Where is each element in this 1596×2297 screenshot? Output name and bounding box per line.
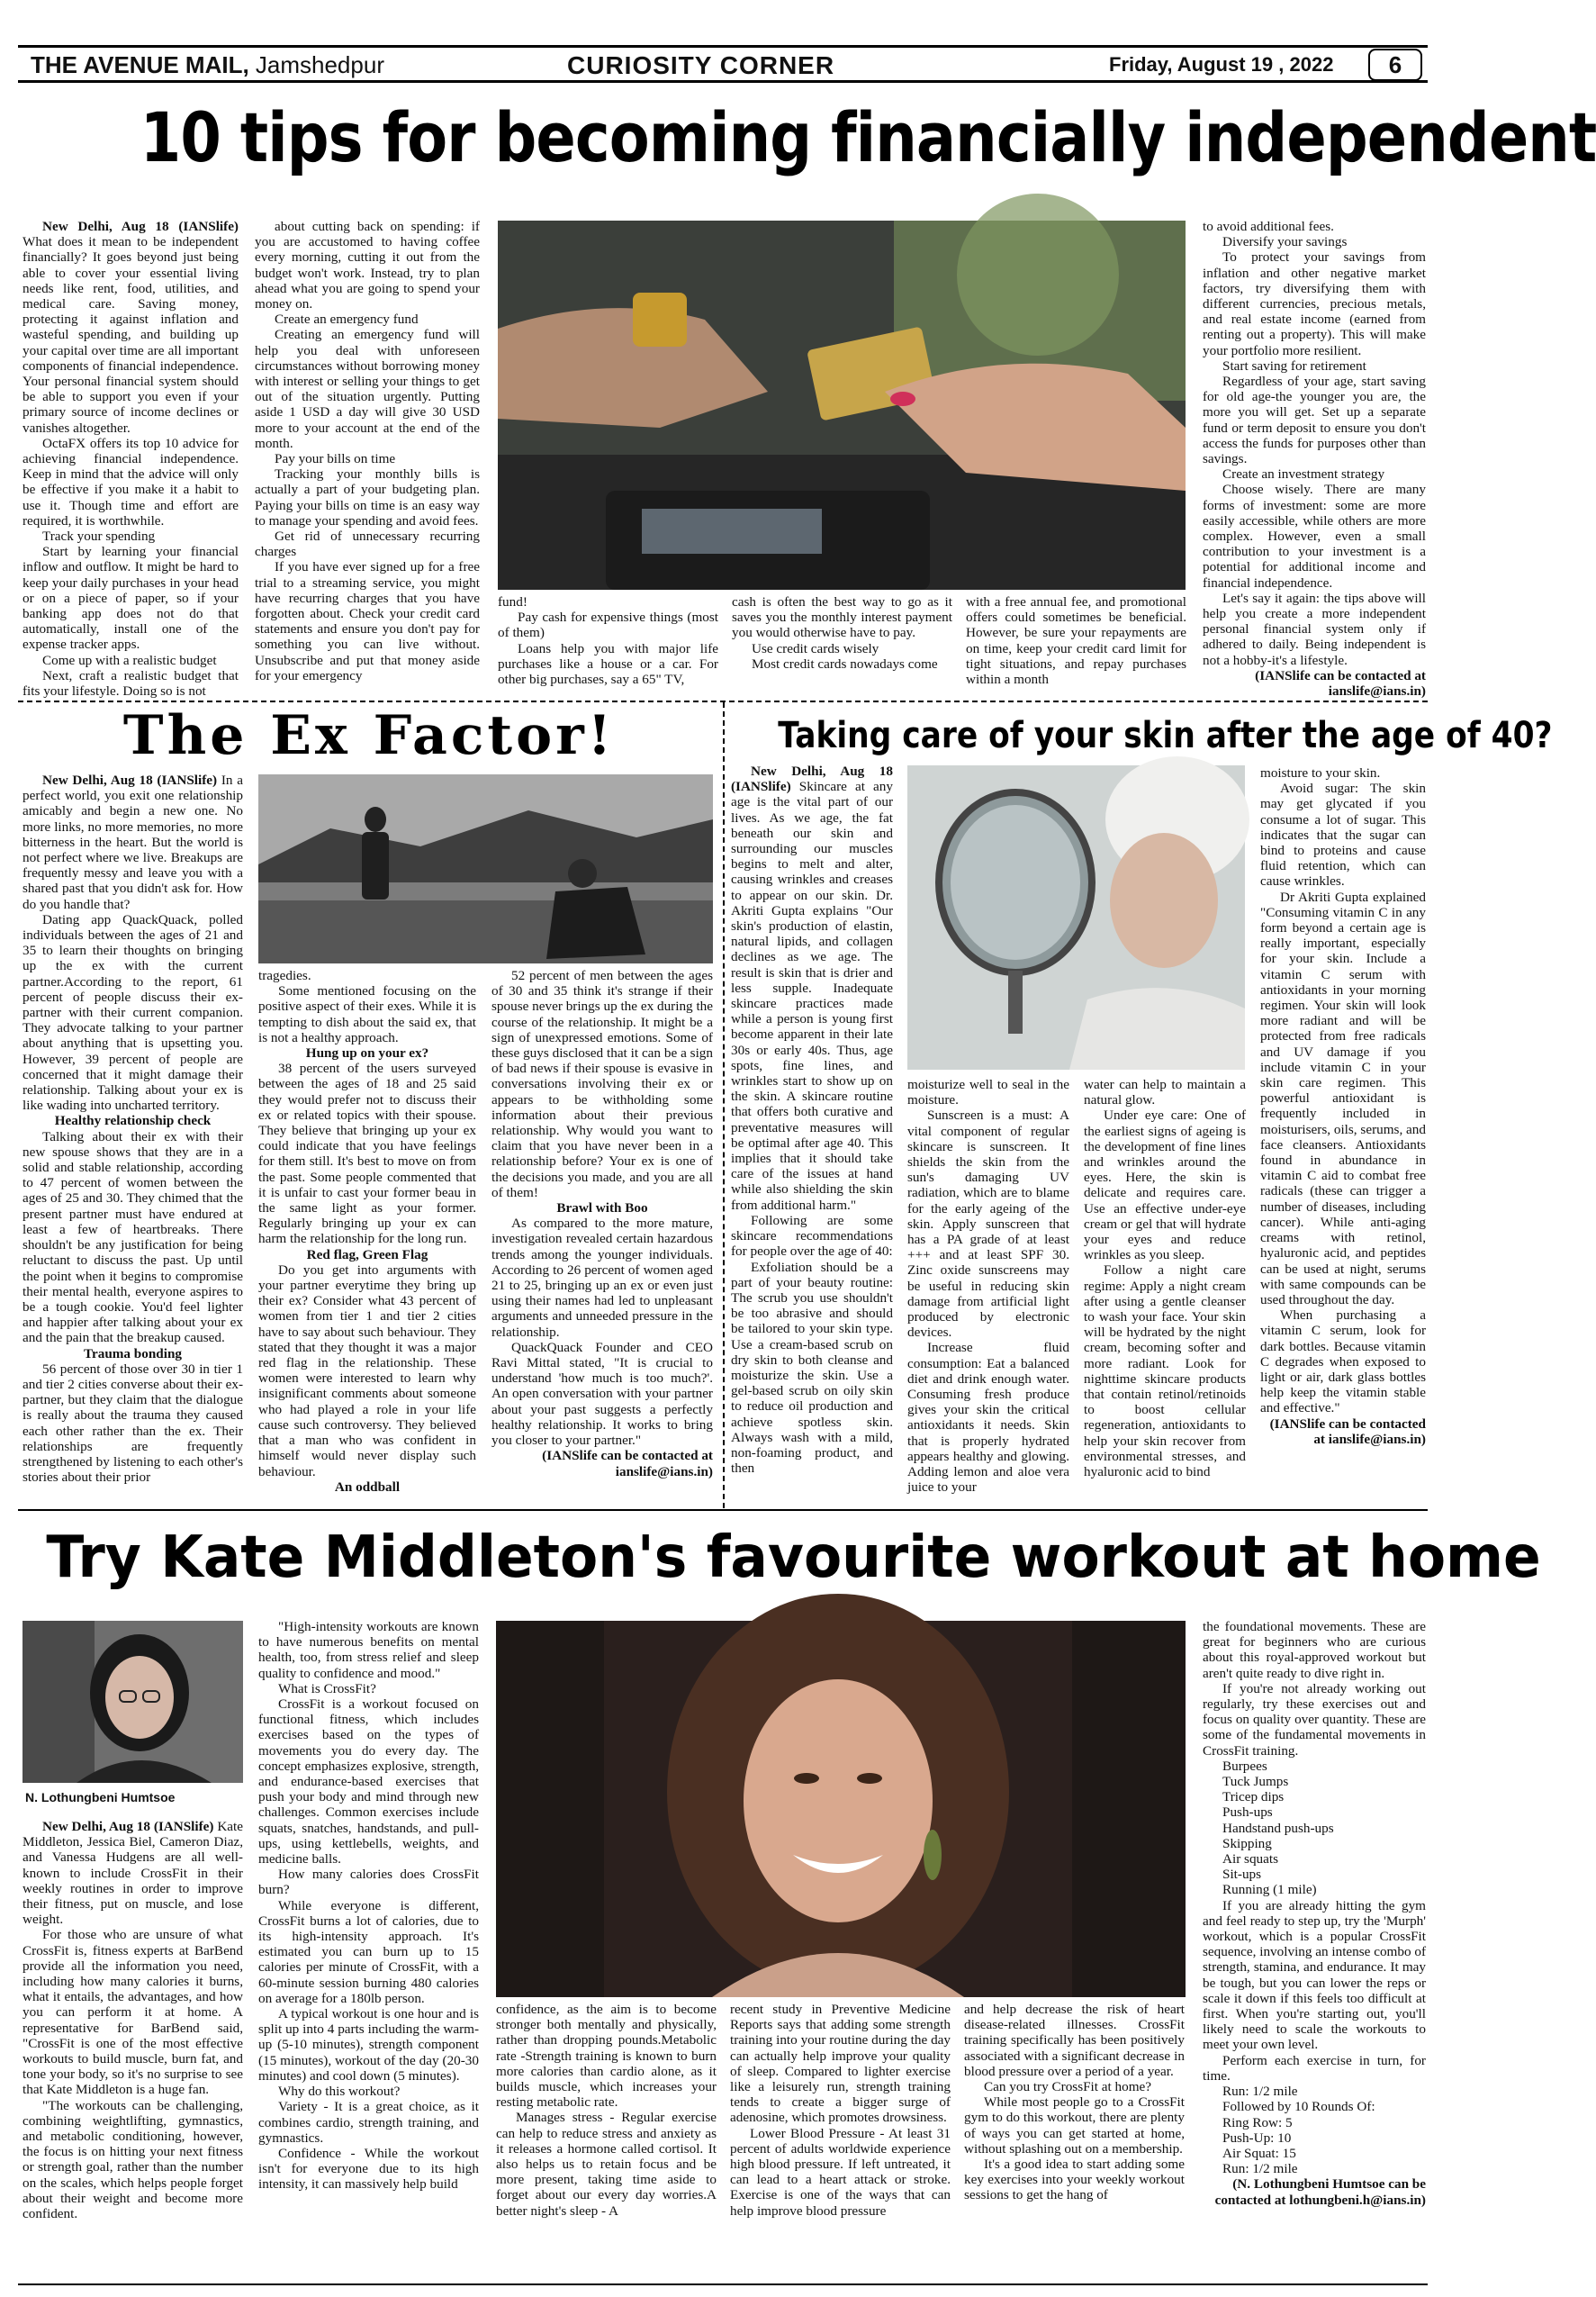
paragraph-text: To protect your savings from inflation and other negative market factors, try diversifying them with different currencies, precious metals, and real estate income (earned from renting out a property). This will make your portfolio more resilient.	[1203, 249, 1426, 358]
article1-photo	[498, 221, 1186, 590]
paragraph-text: If you have ever signed up for a free trial to a streaming service, you might have recurring charges that you have forgotten about. Check your credit card statements and ensure you don't pay for something you can live without. Unsubscribe and put that money aside for your emergency	[255, 559, 480, 683]
paragraph-text: Manages stress - Regular exercise can help to reduce stress and anxiety as it releases a hormone called cortisol. It also helps us to retain focus and be more present, taking time aside to forget about our every day worries.A better night's sleep - A	[496, 2110, 717, 2219]
article3-photo	[907, 765, 1245, 1070]
paragraph-text: Come up with a realistic budget	[42, 652, 217, 668]
paragraph-text: Exfoliation should be a part of your beauty routine: The scrub you use shouldn't be too abrasive and should be tailored to your skin type. Use a cream-based scrub on dry skin to both cleanse and moisturize the skin. Use a gel-based scrub on oily skin to reduce oil production and achieve spotless skin. Always wash with a mild, non-foaming product, and then	[731, 1259, 893, 1477]
paragraph-text: with a free annual fee, and promotional offers could sometimes be beneficial. However, be sure your repayments are on time, keep your credit card limit for tight situations, and repay purchases within a month	[966, 594, 1186, 688]
paragraph-text: Run: 1/2 mile	[1222, 2084, 1298, 2100]
contact-credit: (IANSlife can be contacted at ianslife@ians.in)	[1255, 667, 1426, 700]
paragraph-text: Following are some skincare recommendations for people over the age of 40:	[731, 1212, 893, 1260]
paragraph-text: Some mentioned focusing on the positive aspect of their exes. While it is tempting to dish about the said ex, that is not a healthy approach.	[258, 983, 476, 1045]
paragraph-text: Follow a night care regime: Apply a night cream after using a gentle cleanser to wash your face. Your skin will be hydrated by the night cream, becoming softer and more radiant. Look for nighttime skincare products that contain retinol/retinoids to boost cellular regeneration, antioxidants to help your skin recover from environmental stresses, and hyaluronic acid to bind	[1084, 1262, 1246, 1480]
paragraph-text: Variety - It is a great choice, as it combines cardio, strength training, and gymnastics.	[258, 2099, 479, 2146]
paragraph	[496, 2110, 717, 2218]
article2-col3	[491, 968, 713, 1500]
paragraph	[1084, 1077, 1246, 1108]
paragraph	[1203, 1882, 1426, 1897]
article1-col2	[255, 219, 480, 692]
paragraph-text: the foundational movements. These are great for beginners who are curious about this royal-approved workout but aren't quite ready to dive right in.	[1203, 1619, 1426, 1681]
paragraph	[258, 2146, 479, 2193]
article1-col6	[1203, 219, 1426, 700]
paragraph-text: Why do this workout?	[278, 2084, 401, 2100]
paragraph	[258, 2099, 479, 2146]
paragraph	[491, 1340, 713, 1448]
paragraph	[255, 466, 480, 529]
article1-col4	[732, 594, 952, 692]
paragraph	[258, 983, 476, 1045]
paragraph-text: In a perfect world, you exit one relationship amicably and begin a new one. No more links, no more memories, no more bitterness in the heart. But the world is not perfect where we live. Breakups are frequently messy and leave you with a shared past that you didn't ask for. How do you handle that?	[23, 773, 243, 912]
article2-photo	[258, 774, 713, 963]
article2-headline: The Ex Factor!	[122, 704, 616, 767]
paragraph	[1203, 482, 1426, 590]
paragraph	[255, 529, 480, 559]
article4-col1	[23, 1819, 243, 2276]
paragraph-text: If you are already hitting the gym and feel ready to step up, try the 'Murph' workout, which is a popular CrossFit sequence, involving an intense combo of strength, stamina, and endurance. It may be tough, but you can lower the reps or scale it down if this feels too difficult at first. When you're starting out, you'll likely need to scale the workouts to meet your own level.	[1203, 1897, 1426, 2053]
subheading: An oddball	[334, 1479, 401, 1495]
paragraph	[498, 610, 718, 640]
subheading: Healthy relationship check	[54, 1113, 212, 1129]
paragraph-text: For those who are unsure of what CrossFit is, fitness experts at BarBend provide all the information you need, including how many calories it burns, what it entails, the advantages, and how you can perform it at home. A representative for BarBend said, "CrossFit is one of the most effective workouts to build muscle, burn fat, and tone your body, so it's no surprise to see that Kate Middleton is a huge fan.	[23, 1927, 243, 2098]
paragraph-text: Perform each exercise in turn, for time.	[1203, 2052, 1426, 2084]
paragraph	[730, 2002, 951, 2126]
paragraph-text: Increase fluid consumption: Eat a balanced diet and drink enough water. Consuming fresh produce gives your skin the critical antioxidants it needs. Skin that is properly hydrated appears healthy and glowing. Adding lemon and aloe vera juice to your	[907, 1340, 1069, 1496]
contact-credit: (IANSlife can be contacted at ianslife@ians.in)	[542, 1448, 713, 1479]
paragraph-text: While everyone is different, CrossFit burns a lot of calories, due to its high-intensity approach. It's estimated you can burn up to 15 calories per minute of CrossFit, with a 60-minute session burning 480 calories on average for a 180lb person.	[258, 1897, 479, 2006]
paper-city: Jamshedpur	[248, 51, 384, 78]
paragraph-text: Dr Akriti Gupta explained "Consuming vitamin C in any form beyond a certain age is really important, especially for your skin. Include a vitamin C serum with antioxidants in your morning regimen. Your skin will look more radiant and will be protected from free radicals and UV damage if you include vitamin C in your skin care regimen. This powerful antioxidant is frequently included in moisturisers, oils, serums, and face cleansers. Antioxidants found in abundance in vitamin C aid to combat free radicals (these can trigger a number of diseases, including cancer). While anti-aging creams with retinol, hyaluronic acid, and peptides can be used at night, serums with same compounds can be used throughout the day.	[1260, 889, 1426, 1307]
paragraph	[1084, 1108, 1246, 1262]
article4-col5	[964, 2002, 1185, 2276]
paragraph	[1203, 358, 1426, 374]
paragraph	[23, 2098, 243, 2222]
column-divider	[723, 702, 725, 1508]
couple-outdoor-photo	[258, 774, 713, 963]
paragraph-text: Track your spending	[42, 529, 156, 545]
paragraph	[907, 1340, 1069, 1495]
paragraph-text: Air Squat: 15	[1222, 2145, 1296, 2161]
masthead	[18, 45, 1428, 83]
paragraph-text: Choose wisely. There are many forms of investment: some are more easily accessible, while others are more complex. However, even a small contribution to your investment is a potential for additional income and financial independence.	[1203, 482, 1426, 591]
paragraph-text: to avoid additional fees.	[1203, 219, 1334, 234]
paragraph-text: 38 percent of the users surveyed between the ages of 18 and 25 said they would prefer not to discuss their ex or related topics with their spouse. They believe that bringing up your ex could indicate that you have feelings for them still. It's best to move on from the past. Some people commented that it is unfair to cast your former beau in the same light as your former. Regularly bringing up your ex can harm the relationship for the long run.	[258, 1061, 476, 1247]
paragraph	[732, 656, 952, 672]
paragraph-text: Let's say it again: the tips above will help you create a more independent personal financial system only if adhered to daily. Being independent is not a hobby-it's a lifestyle.	[1203, 590, 1426, 668]
paragraph	[496, 2002, 717, 2110]
dateline: New Delhi, Aug 18 (IANSlife)	[42, 773, 221, 788]
section-divider	[18, 1509, 1428, 1511]
dateline: New Delhi, Aug 18 (IANSlife)	[42, 1819, 218, 1834]
paragraph-text: water can help to maintain a natural glow.	[1084, 1077, 1246, 1108]
paragraph	[964, 2079, 1185, 2094]
paragraph	[1203, 1619, 1426, 1681]
paragraph	[1203, 374, 1426, 466]
paragraph	[23, 1361, 243, 1486]
paragraph	[491, 1216, 713, 1340]
paragraph-text: Loans help you with major life purchases like a house or a car. For other big purchases, say a 65" TV,	[498, 640, 718, 688]
paragraph-text: Run: 1/2 mile	[1222, 2161, 1298, 2177]
paragraph	[23, 219, 239, 436]
paragraph	[1203, 2115, 1426, 2130]
paragraph-text: Lower Blood Pressure - At least 31 percent of adults worldwide experience high blood pressure. If left untreated, it can lead to a heart attack or stroke. Exercise is one of the ways that can help improve blood pressure	[730, 2125, 951, 2219]
paragraph-text: Ring Row: 5	[1222, 2114, 1293, 2130]
paragraph	[1203, 1759, 1426, 1774]
paragraph	[964, 2157, 1185, 2203]
article2-col2	[258, 968, 476, 1500]
paragraph	[23, 912, 243, 1114]
paragraph-text: moisturize well to seal in the moisture.	[907, 1077, 1069, 1108]
paragraph-text: Next, craft a realistic budget that fits your lifestyle. Doing so is not	[23, 667, 239, 700]
paragraph	[498, 594, 718, 610]
paragraph	[498, 641, 718, 688]
paragraph-text: "High-intensity workouts are known to have numerous benefits on mental health, too, from stress relief and sleep quality to confidence and mood."	[258, 1619, 479, 1681]
paragraph-text: recent study in Preventive Medicine Reports says that adding some strength training into your routine during the day can actually help improve your quality of sleep. Compared to lighter exercise like a leisurely run, strength training tends to create a bigger surge of adenosine, which promotes drowsiness.	[730, 2002, 951, 2126]
paragraph	[258, 1619, 479, 1681]
paragraph-text: Diversify your savings	[1222, 234, 1348, 250]
paragraph	[258, 1867, 479, 1897]
paragraph	[258, 968, 476, 983]
paragraph-text: Pay cash for expensive things (most of them)	[498, 610, 718, 641]
paragraph-text: Skincare at any age is the vital part of our lives. As we age, the fat beneath our skin and surrounding our muscles begins to melt and alter, causing wrinkles and creases to appear on our skin. Dr. Akriti Gupta explains "Our skin's production of elastin, natural lipids, and collagen declines as we age. The result is skin that is drier and less supple. Inadequate skincare practices made while a person is young first become apparent in their late 30s or early 40s. Thus, age spots, fine lines, and wrinkles start to show up on the skin. A skincare routine that offers both curative and preventative measures will be optimal after age 40. This implies that it should take care of the issues at hand while also shielding the skin from additional harm."	[731, 779, 893, 1213]
author-portrait	[23, 1621, 243, 1783]
paragraph	[1203, 1867, 1426, 1882]
paragraph-text: Burpees	[1222, 1758, 1267, 1774]
paragraph-text: Dating app QuackQuack, polled individuals between the ages of 21 and 35 to learn their thoughts on bringing up the ex with the current partner.According to the report, 61 percent of people discuss their ex-partner with their current companion. They advocate talking to your partner about anything that is upsetting you. However, 39 percent of people are concerned that it might damage their relationship. Talking about your ex is like wading into uncharted territory.	[23, 911, 243, 1114]
paragraph-text: Creating an emergency fund will help you deal with unforeseen circumstances without borrowing money with interest or selling your things to get out of the situation urgently. Putting aside 1 USD a day will give 30 USD more to your account at the end of the month.	[255, 327, 480, 451]
paragraph-text: If you're not already working out regularly, try these exercises out and focus on quality over quantity. These are some of the fundamental movements in CrossFit training.	[1203, 1680, 1426, 1759]
paragraph	[964, 2094, 1185, 2157]
article1-col3	[498, 594, 718, 692]
article1-headline: 10 tips for becoming financially independent	[140, 97, 1596, 177]
paragraph-text: Can you try CrossFit at home?	[984, 2079, 1152, 2095]
contact-credit: (IANSlife can be contacted at ianslife@ians.in)	[1269, 1415, 1426, 1447]
paragraph-text: Do you get into arguments with your partner everytime they bring up their ex? Consider what 43 percent of women from tier 1 and tier 2 cities have to say about such behaviour. They stated that they thought it was a major red flag in the relationship. These women were interested to learn why insignificant comments about someone who had played a role in your life cause such controversy. They believed that a man who was confident in himself would never display such behaviour.	[258, 1262, 476, 1479]
article4-col2	[258, 1619, 479, 2276]
issue-date: Friday, August 19 , 2022	[1109, 53, 1334, 76]
paragraph	[1203, 2161, 1426, 2176]
article4-headline: Try Kate Middleton's favourite workout at home	[46, 1524, 1541, 1591]
paragraph-text: Get rid of unnecessary recurring charges	[255, 529, 480, 560]
paragraph	[1203, 1836, 1426, 1851]
paragraph-text: Create an emergency fund	[275, 312, 419, 328]
subheading: Brawl with Boo	[556, 1200, 648, 1216]
paragraph-text: Sit-ups	[1222, 1867, 1262, 1883]
paragraph	[258, 1061, 476, 1246]
paragraph-text: OctaFX offers its top 10 advice for achieving financial independence. Keep in mind that the advice will only be effective if you make it a habit to use it. Though time and effort are required, it is worthwhile.	[23, 435, 239, 529]
article4-col3	[496, 2002, 717, 2276]
paragraph	[1084, 1262, 1246, 1479]
section-title: CURIOSITY CORNER	[567, 51, 835, 79]
paragraph	[1260, 890, 1426, 1307]
paragraph	[255, 451, 480, 466]
paragraph-text: Use credit cards wisely	[752, 640, 879, 656]
paragraph-text: Skipping	[1222, 1835, 1272, 1851]
woman-mirror-photo	[907, 765, 1245, 1070]
paragraph	[23, 668, 239, 699]
paragraph	[964, 2002, 1185, 2079]
paragraph-text: Followed by 10 Rounds Of:	[1222, 2099, 1375, 2115]
paragraph	[258, 2084, 479, 2099]
paragraph	[23, 1819, 243, 1927]
paragraph	[23, 1927, 243, 2097]
author-caption: N. Lothungbeni Humtsoe	[25, 1790, 176, 1804]
article4-col6	[1203, 1619, 1426, 2276]
article3-headline: Taking care of your skin after the age of 40?	[778, 715, 1553, 756]
paragraph-text: Most credit cards nowadays come	[752, 656, 938, 672]
credit-card-payment-photo	[498, 221, 1186, 590]
article3-col4	[1260, 765, 1426, 1500]
paragraph-text: Under eye care: One of the earliest signs of ageing is the development of fine lines and wrinkles around the eyes. Here, the skin is delicate and requires care. Use an effective under-eye cream or gel that will hydrate your eyes and reduce wrinkles as you sleep.	[1084, 1108, 1246, 1263]
paragraph	[1203, 1804, 1426, 1820]
paragraph	[23, 529, 239, 544]
article2-col1	[23, 773, 243, 1500]
paragraph-text: Handstand push-ups	[1222, 1820, 1334, 1836]
paragraph	[1260, 781, 1426, 889]
paragraph	[258, 1898, 479, 2006]
paragraph	[1203, 2130, 1426, 2146]
paragraph-text: What is CrossFit?	[278, 1680, 376, 1696]
article4-photo	[496, 1621, 1186, 1997]
paragraph	[1203, 219, 1426, 234]
paragraph	[1203, 1851, 1426, 1867]
paragraph	[1203, 249, 1426, 357]
paragraph-text: Running (1 mile)	[1222, 1882, 1317, 1898]
paragraph-text: How many calories does CrossFit burn?	[258, 1867, 479, 1898]
paragraph-text: 56 percent of those over 30 in tier 1 and tier 2 cities converse about their ex-partner, but they claim that the dialogue is really about the trauma they caused each other rather than the ex. Their relationships are frequently strengthened by listening to each other's stories about their prior	[23, 1361, 243, 1486]
paragraph	[23, 544, 239, 652]
paragraph-text: and help decrease the risk of heart disease-related illnesses. CrossFit training specifically has been positively associated with a significant decrease in blood pressure over a period of a year.	[964, 2002, 1185, 2079]
paragraph	[255, 327, 480, 451]
paragraph	[1260, 1307, 1426, 1415]
article4-col4	[730, 2002, 951, 2276]
paragraph-text: Tuck Jumps	[1222, 1774, 1289, 1790]
paragraph	[731, 1260, 893, 1477]
paragraph	[731, 1213, 893, 1260]
kate-middleton-photo	[496, 1621, 1186, 1997]
paragraph-text: Create an investment strategy	[1222, 466, 1385, 483]
paragraph-text: Pay your bills on time	[275, 451, 396, 467]
paragraph-text: Tricep dips	[1222, 1789, 1285, 1805]
paragraph	[23, 436, 239, 529]
paragraph-text: What does it mean to be independent financially? It goes beyond just being able to cover your essential living needs like rent, food, utilities, and medical care. Saving money, protecting it against inflation and wasteful spending, and building up your capital over time are all important components of financial independence. Your personal financial system should be able to support you even if your primary source of income declines or vanishes altogether.	[23, 234, 239, 436]
paragraph	[1203, 1898, 1426, 2053]
paragraph-text: Regardless of your age, start saving for old age-the younger you are, the more you will get. Set up a separate fund or term deposit to ensure you don't access the funds for purposes other than savings.	[1203, 374, 1426, 467]
paragraph	[258, 1696, 479, 1867]
paper-name: THE AVENUE MAIL, Jamshedpur	[31, 51, 384, 78]
article3-col3	[1084, 1077, 1246, 1500]
paragraph	[23, 773, 243, 912]
paragraph-text: confidence, as the aim is to become stronger both mentally and physically, rather than dropping pounds.Metabolic rate -Strength training is known to burn more calories than cardio alone, as it builds muscle, which increases your resting metabolic rate.	[496, 2002, 717, 2111]
paragraph	[255, 559, 480, 683]
paragraph	[907, 1077, 1069, 1108]
paragraph-text: When purchasing a vitamin C serum, look for dark bottles. Because vitamin C degrades when exposed to light or air, dark glass bottles help keep the vitamin stable and effective."	[1260, 1307, 1426, 1416]
contact-credit: (N. Lothungbeni Humtsoe can be contacted at lothungbeni.h@ians.in)	[1214, 2176, 1426, 2208]
paragraph	[1203, 591, 1426, 668]
article1-col5	[966, 594, 1186, 692]
paragraph-text: cash is often the best way to go as it saves you the monthly interest payment you would otherwise have to pay.	[732, 594, 952, 641]
article1-col1	[23, 219, 239, 700]
paragraph-text: Tracking your monthly bills is actually a part of your budgeting plan. Paying your bills on time is an easy way to manage your spending and avoid fees.	[255, 466, 480, 529]
paragraph-text: Talking about their ex with their new spouse shows that they are in a solid and stable relationship, according to 47 percent of women between the ages of 25 and 30. They chimed that the present partner must have endured at least a few of heartbreaks. There shouldn't be any justification for being reluctant to discuss the past. Up until the point when it begins to compromise their mental health, everyone aspires to be a tough cookie. You'd feel lighter and happier after talking about your ex and the pain that the breakup caused.	[23, 1128, 243, 1346]
paragraph	[23, 1129, 243, 1346]
paragraph	[1203, 1774, 1426, 1789]
paragraph	[730, 2126, 951, 2219]
paragraph-text: While most people go to a CrossFit gym to do this workout, there are plenty of ways you can get started at home, without splashing out on a membership.	[964, 2094, 1185, 2157]
paragraph-text: CrossFit is a workout focused on functional fitness, which includes exercises based on the types of movements you do every day. The concept emphasizes explosive, strength, and endurance-based exercises that push your body and mind through new challenges. Common exercises include squats, snatches, handstands, and pull-ups, using kettlebells, weights, and medicine balls.	[258, 1696, 479, 1867]
paragraph-text: Sunscreen is a must: A vital component of regular skincare is sunscreen. It shields the skin from the sun's damaging UV radiation, which are to blame for the early ageing of the skin. Apply sunscreen that has a PA grade of at least +++ and at least SPF 30. Zinc oxide sunscreens may be useful in reducing skin damage from artificial light produced by electronic devices.	[907, 1108, 1069, 1341]
paragraph-text: Confidence - While the workout isn't for everyone due to its high intensity, it can massively help build	[258, 2145, 479, 2193]
paragraph	[1203, 234, 1426, 249]
paragraph-text: Avoid sugar: The skin may get glycated if you consume a lot of sugar. This indicates that the sugar can bind to proteins and cause fluid retention, which can cause wrinkles.	[1260, 781, 1426, 890]
author-photo	[23, 1621, 243, 1783]
article3-col2	[907, 1077, 1069, 1500]
paragraph	[23, 653, 239, 668]
paragraph	[491, 968, 713, 1200]
paragraph	[1203, 2084, 1426, 2099]
paragraph-text: "The workouts can be challenging, combining weightlifting, gymnastics, and metabolic conditioning, however, the focus is on hitting your next fitness or strength goal, rather than the number on the scales, which helps people forget about their weight and become more confident.	[23, 2097, 243, 2222]
paragraph-text: Push-ups	[1222, 1804, 1273, 1821]
paragraph	[1203, 1821, 1426, 1836]
dateline: New Delhi, Aug 18 (IANSlife)	[731, 764, 893, 795]
paragraph	[1203, 1789, 1426, 1804]
subheading: Hung up on your ex?	[305, 1045, 429, 1062]
paragraph-text: moisture to your skin.	[1260, 765, 1381, 781]
paragraph-text: tragedies.	[258, 968, 311, 983]
paragraph-text: It's a good idea to start adding some key exercises into your weekly workout sessions to get the hang of	[964, 2157, 1185, 2203]
paragraph	[732, 641, 952, 656]
page-number: 6	[1368, 49, 1422, 81]
subheading: Red flag, Green Flag	[306, 1246, 428, 1262]
subheading: Trauma bonding	[83, 1345, 183, 1361]
paragraph-text: As compared to the more mature, investigation revealed certain hazardous trends among the younger individuals. According to 26 percent of women aged 21 to 25, bringing up an ex or even just using their names had led to unpleasant arguments and unneeded pressure in the relationship.	[491, 1216, 713, 1340]
paragraph	[1203, 466, 1426, 482]
paragraph	[258, 2006, 479, 2084]
paragraph-text: A typical workout is one hour and is split up into 4 parts including the warm-up (5-10 minutes), strength component (15 minutes), workout of the day (20-30 minutes) and cool down (5 minutes).	[258, 2006, 479, 2084]
article3-col1	[731, 764, 893, 1500]
paragraph	[966, 594, 1186, 687]
page-bottom-rule	[18, 2283, 1428, 2285]
paragraph	[258, 1262, 476, 1479]
paragraph-text: 52 percent of men between the ages of 30 and 35 think it's strange if their spouse never brings up the ex during the course of the relationship. It might be a sign of unexpressed emotions. Some of these guys disclosed that it can be a sign of bad news if their spouse is evasive in conversations involving their ex or appears to be withholding some information about their previous relationship. Why would you want to claim that you have never been in a relationship before? Your ex is one of the decisions you made, and you are all of them!	[491, 968, 713, 1200]
paragraph-text: Start saving for retirement	[1222, 357, 1366, 374]
dateline: New Delhi, Aug 18 (IANSlife)	[42, 219, 239, 234]
paragraph-text: Push-Up: 10	[1222, 2130, 1292, 2146]
paragraph-text: about cutting back on spending: if you are accustomed to having coffee every morning, cutting it out from the budget won't work. Instead, try to plan ahead what you are going to spend your money on.	[255, 219, 480, 312]
paragraph-text: QuackQuack Founder and CEO Ravi Mittal stated, "It is crucial to understand 'how much is too much?'. An open conversation with your partner about your past suggests a perfectly healthy relationship. It works to bring you closer to your partner."	[491, 1339, 713, 1449]
paragraph	[1203, 2053, 1426, 2084]
paragraph	[1203, 2146, 1426, 2161]
paragraph	[258, 1681, 479, 1696]
paragraph-text: fund!	[498, 594, 527, 610]
paragraph	[907, 1108, 1069, 1340]
paragraph	[1203, 2099, 1426, 2114]
paragraph	[731, 764, 893, 1213]
paragraph	[255, 219, 480, 312]
paragraph	[1203, 1681, 1426, 1759]
paragraph-text: Start by learning your financial inflow and outflow. It might be hard to keep your daily purchases in your head or on a piece of paper, so if your banking app does not do that automatically, install one of the expense tracker apps.	[23, 544, 239, 653]
paragraph	[255, 312, 480, 327]
paragraph-text: Kate Middleton, Jessica Biel, Cameron Diaz, and Vanessa Hudgens are all well-known to include CrossFit in their weekly routines in order to improve their fitness, put on muscle, and lose weight.	[23, 1819, 243, 1928]
paragraph	[1260, 765, 1426, 781]
paragraph-text: Air squats	[1222, 1851, 1279, 1867]
paragraph	[732, 594, 952, 641]
